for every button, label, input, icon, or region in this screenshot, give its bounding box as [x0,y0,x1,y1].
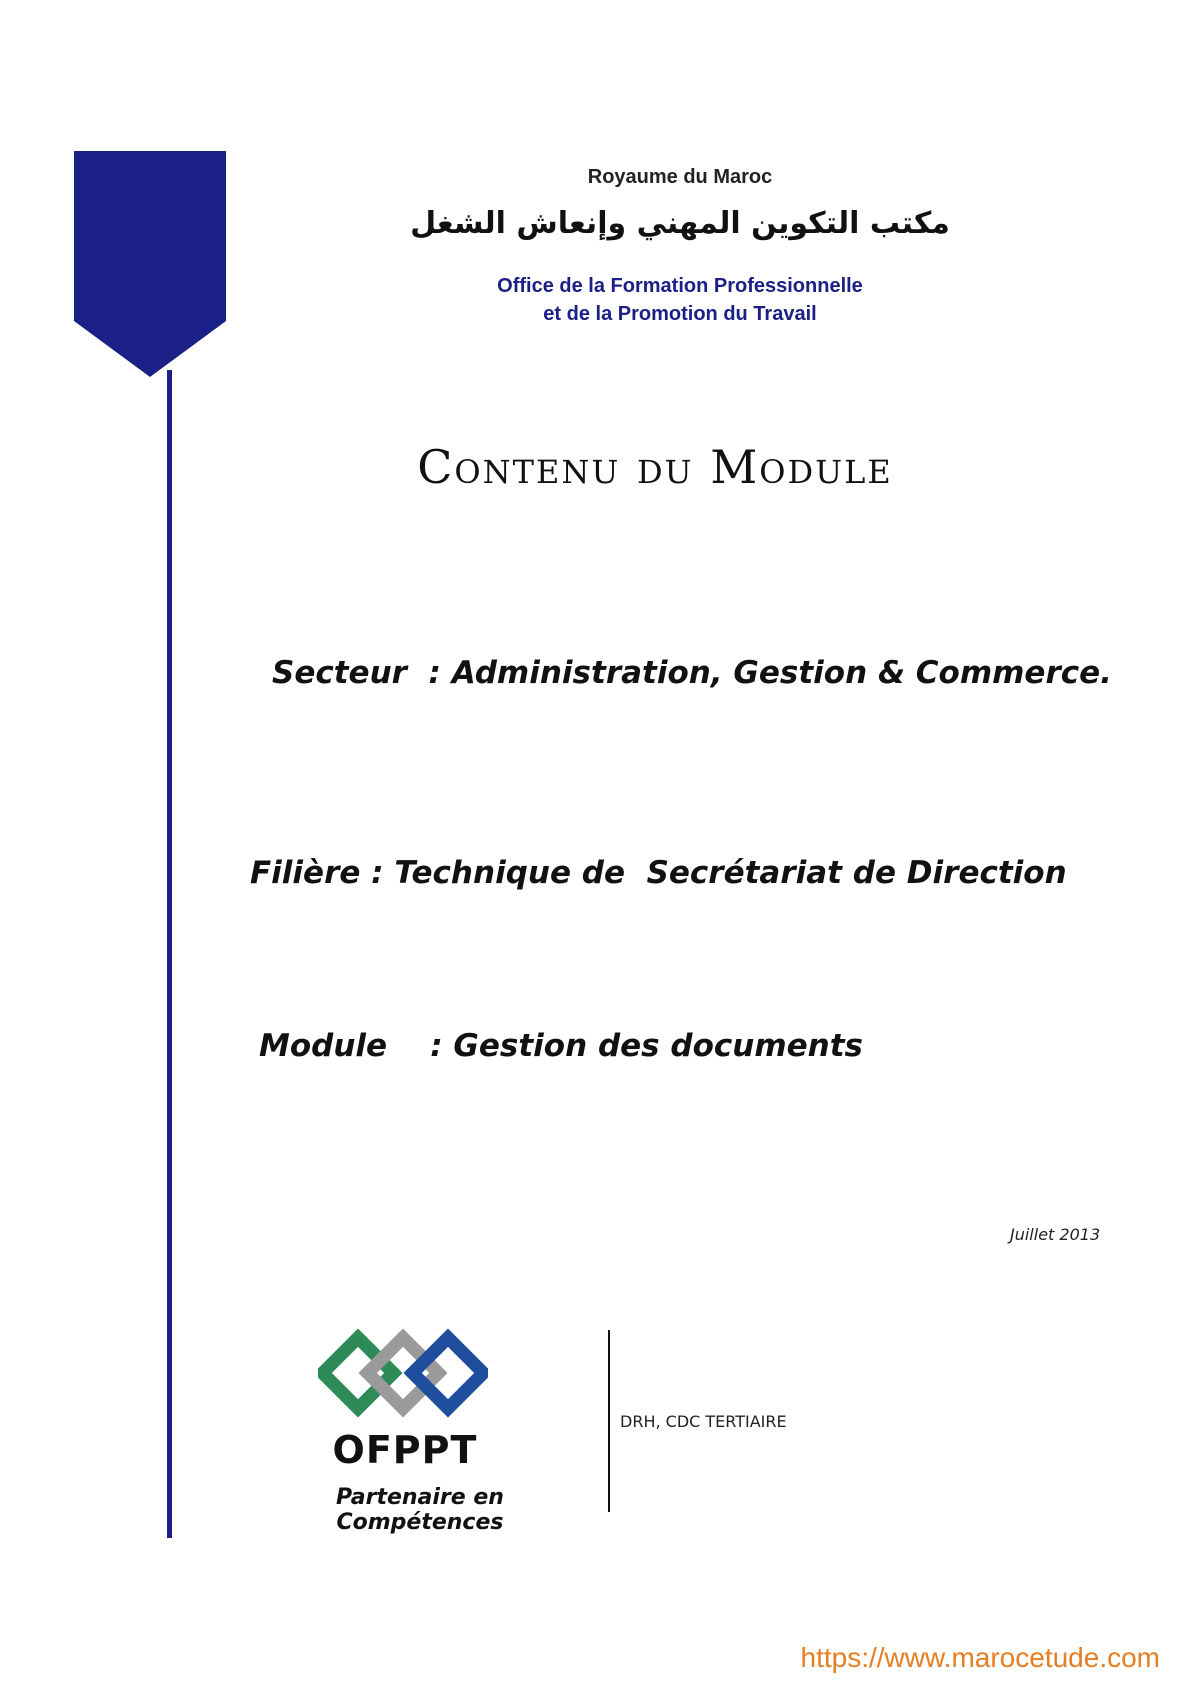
department-label: DRH, CDC TERTIAIRE [620,1412,787,1431]
document-title: Contenu du Module [417,440,893,494]
secteur-line: Secteur : Administration, Gestion & Commerce. [272,655,1112,691]
vertical-rule [167,370,172,1538]
ofppt-logo-text: OFPPT [332,1428,478,1472]
ofppt-logo-icon [318,1328,488,1424]
website-link[interactable]: https://www.marocetude.com [800,1642,1160,1673]
country-name: Royaume du Maroc [587,166,773,188]
office-name-line2: et de la Promotion du Travail [543,303,817,325]
ofppt-tagline: Partenaire en Compétences [336,1485,504,1535]
office-name [400,272,960,328]
arabic-office-name: مكتب التكوين المهني وإنعاش الشغل [410,206,950,241]
banner-ribbon [74,151,226,377]
office-name-line1: Office de la Formation Professionnelle [497,275,863,297]
module-line: Module : Gestion des documents [259,1028,864,1064]
filiere-line: Filière : Technique de Secrétariat de Direction [250,855,1067,891]
document-date: Juillet 2013 [1010,1225,1101,1244]
footer-separator [608,1330,610,1512]
